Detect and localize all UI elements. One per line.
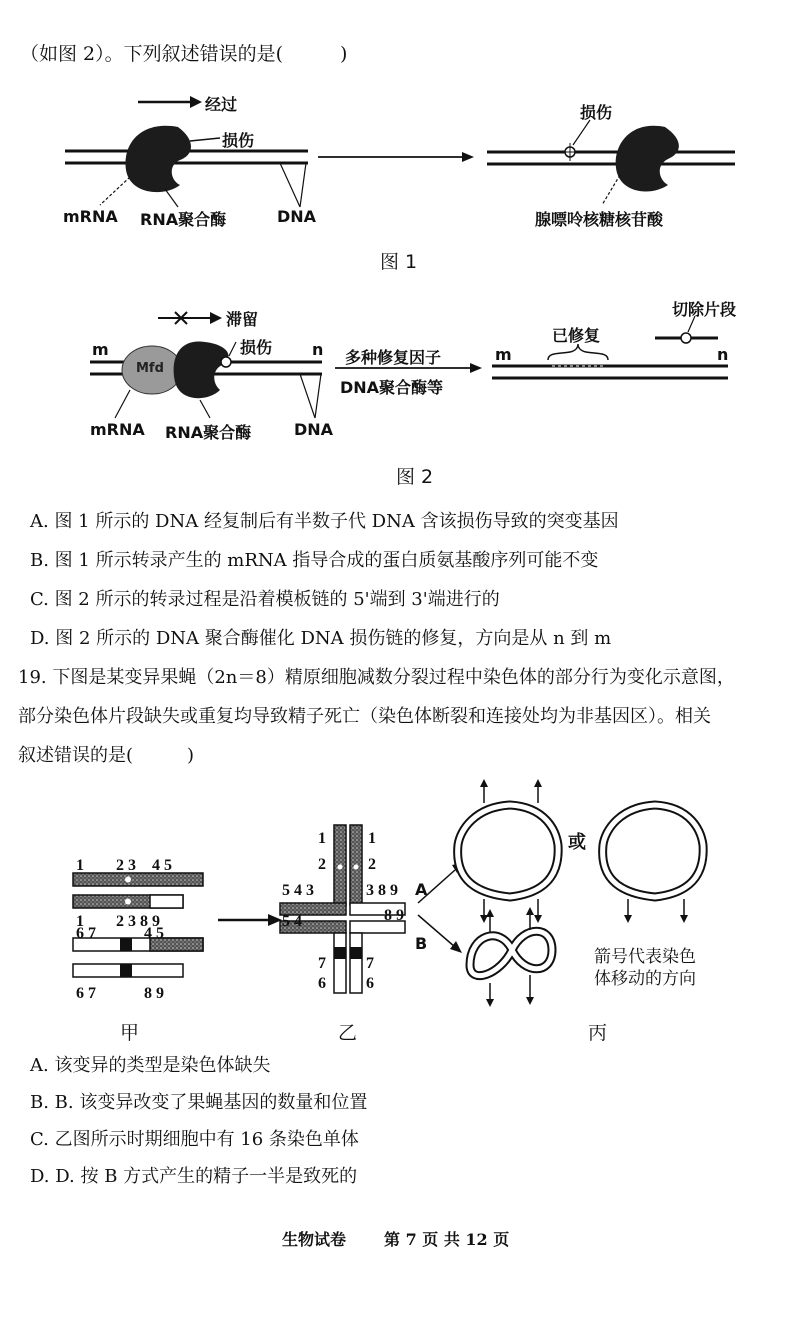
- bing-ring-a2: [603, 805, 704, 917]
- jia-row4: 6 7 8 9: [76, 985, 165, 1002]
- fig1-caption: 图 1: [380, 251, 418, 273]
- fig2-caption: 图 2: [396, 466, 434, 488]
- bing-caption: 丙: [588, 1022, 608, 1044]
- yi-mid-right: 3 8 9: [366, 882, 398, 899]
- fig2-mfd-label: Mfd: [136, 361, 164, 376]
- fig2-repair-factors: 多种修复因子: [345, 348, 442, 367]
- fig2-m-right: m: [495, 345, 512, 364]
- fig2-repaired-label: 已修复: [552, 326, 601, 345]
- footer-page: 第 7 页 共 12 页: [384, 1230, 510, 1249]
- yi-top-right2: 2: [368, 856, 376, 873]
- jia-row3: 6 7 4 5: [76, 925, 165, 942]
- q19-option-c: C. 乙图所示时期细胞中有 16 条染色单体: [30, 1129, 359, 1150]
- yi-mid-left2: 5 4: [282, 913, 302, 930]
- yi-bot-right2: 6: [366, 975, 374, 992]
- q18-option-c: C. 图 2 所示的转录过程是沿着模板链的 5'端到 3'端进行的: [30, 589, 500, 610]
- yi-bot-left: 7: [318, 955, 326, 972]
- fig1-damage-label-right: 损伤: [580, 103, 613, 122]
- q18-option-a: A. 图 1 所示的 DNA 经复制后有半数子代 DNA 含该损伤导致的突变基因: [30, 511, 619, 532]
- fig1-arrow-label: 经过: [205, 95, 238, 114]
- fig2-dna-polymerase: DNA聚合酶等: [340, 378, 444, 397]
- bing-or-label: 或: [568, 832, 586, 853]
- fig2-n-right: n: [717, 345, 729, 364]
- bing-label-a: A: [415, 880, 428, 899]
- bing-label-b: B: [415, 934, 428, 953]
- fig1-mrna-label: mRNA: [63, 207, 118, 226]
- fig1-dna-label: DNA: [277, 207, 317, 226]
- fig2-n-left: n: [312, 340, 324, 359]
- bing-note-line2: 体移动的方向: [594, 969, 696, 989]
- fig1-damage-label: 损伤: [222, 131, 255, 150]
- yi-bot-left2: 6: [318, 975, 326, 992]
- fig2-rnap-label: RNA聚合酶: [165, 423, 252, 442]
- yi-bot-right: 7: [366, 955, 374, 972]
- fig1-nucleotide-label: 腺嘌呤核糖核苷酸: [535, 210, 664, 229]
- question-intro: （如图 2）。下列叙述错误的是( ): [20, 43, 348, 65]
- bing-ring-b: [470, 913, 552, 1001]
- yi-mid-right2: 8 9: [384, 907, 404, 924]
- q19-stem-line2: 部分染色体片段缺失或重复均导致精子死亡（染色体断裂和连接处均为非基因区）。相关: [18, 706, 711, 727]
- yi-top-left2: 2: [318, 856, 326, 873]
- q19-option-a: A. 该变异的类型是染色体缺失: [30, 1055, 271, 1076]
- fig2-m-left: m: [92, 340, 109, 359]
- fig2-damage-label: 损伤: [240, 338, 273, 357]
- yi-top-left: 1: [318, 830, 326, 847]
- fig2-dna-label: DNA: [294, 420, 334, 439]
- fig2-mrna-label: mRNA: [90, 420, 145, 439]
- q18-option-d: D. 图 2 所示的 DNA 聚合酶催化 DNA 损伤链的修复，方向是从 n 到 m: [30, 628, 612, 649]
- q19-option-d: D. D. 按 B 方式产生的精子一半是致死的: [30, 1166, 358, 1187]
- bing-ring-a1: [458, 785, 559, 917]
- yi-top-right: 1: [368, 830, 376, 847]
- jia-caption: 甲: [120, 1022, 140, 1044]
- yi-mid-left: 5 4 3: [282, 882, 314, 899]
- fig2-excised-label: 切除片段: [672, 300, 737, 319]
- q18-option-b: B. 图 1 所示转录产生的 mRNA 指导合成的蛋白质氨基酸序列可能不变: [30, 550, 599, 571]
- footer-subject: 生物试卷: [282, 1230, 347, 1249]
- q19-stem-line1: 19. 下图是某变异果蝇（2n＝8）精原细胞减数分裂过程中染色体的部分行为变化示意图，: [18, 667, 735, 688]
- yi-caption: 乙: [338, 1022, 358, 1044]
- bing-note-line1: 箭号代表染色: [594, 947, 696, 967]
- fig2-stall-label: 滞留: [226, 310, 259, 329]
- q19-option-b: B. B. 该变异改变了果蝇基因的数量和位置: [30, 1092, 368, 1113]
- q19-stem-line3: 叙述错误的是( ): [18, 745, 195, 766]
- fig1-rnap-label: RNA聚合酶: [140, 210, 227, 229]
- jia-row2: 1 2 3 8 9: [76, 913, 161, 930]
- jia-row1: 1 2 3 4 5: [76, 857, 173, 874]
